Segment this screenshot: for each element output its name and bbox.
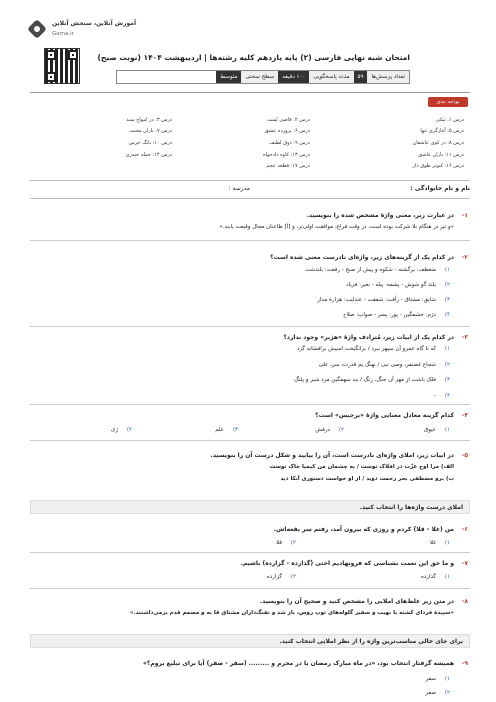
option-text[interactable]: - — [434, 393, 436, 399]
lesson-item: درس ۲: قاضی بُست — [267, 117, 310, 123]
option-text[interactable]: سفر — [425, 676, 436, 682]
option-number: ۱) — [444, 427, 450, 433]
meta-duration-value: ۱۰۰ دقیقه — [278, 71, 309, 83]
option-text[interactable]: گذارده — [420, 574, 436, 580]
question-text: در عبارت زیر، معنی واژۀ مشخص شده را بنویسید. — [306, 212, 454, 219]
option-number: ۴) — [444, 312, 450, 318]
divider — [30, 440, 470, 441]
option-number: ۲) — [444, 282, 450, 288]
question-number: ۲- — [461, 254, 468, 261]
school-label: مدرسه : — [228, 185, 250, 192]
lesson-item: درس ۱۳: کاوه دادخواه — [262, 152, 310, 158]
option-number: ۳) — [232, 427, 238, 433]
question-text: کدام گزینه معادل معنایی واژۀ «برجیس» است؟ — [315, 412, 454, 419]
question-number: ۳- — [461, 334, 468, 341]
question-text: من (غلا - قلا) کردم و روزی که بیرون آمد، رفتم سر بقعه‌اش. — [273, 526, 454, 533]
option-number: ۳) — [444, 297, 450, 303]
question-text: همیشه گرفتار انتخاب بود، «در ماه مبارک رمضان یا در محرم و ......... (سفر - صفر) آیا برای تبلیغ بروم؟» — [143, 660, 454, 667]
lesson-item: درس ۸: در کوی عاشقان — [412, 140, 464, 146]
option-text[interactable]: علم — [215, 427, 224, 433]
question-text: در ابیات زیر، املای واژه‌ای نادرست است، آن را بیابید و شکل درست آن را بنویسید. — [210, 452, 454, 459]
question-number: ۴- — [461, 412, 468, 419]
option-text[interactable]: دژم: خشمگین - پور: پسر - صواب: صلاح — [343, 312, 436, 318]
gama-logo-icon — [27, 19, 47, 39]
option-text[interactable]: غلا — [429, 540, 436, 546]
lesson-item: درس ۱۷: قطعه عجم — [266, 163, 310, 169]
option-text[interactable]: فلک باشت از مهر آن جنگ، رنگ / نبد سهمگین مرد شیر و پلنگ — [294, 377, 436, 383]
option-text[interactable]: بلند گو شوش - پشمه: پیله - نغیر: فریاد — [346, 282, 436, 288]
option-text[interactable]: شجاع غضنفر، وصی نبی / نهنگ یم قدرت، سر، علی — [318, 362, 436, 368]
section-instruction: املای درست واژه‌ها را انتخاب کنید. — [30, 500, 470, 514]
lesson-item: درس ۷: باران محبت — [129, 128, 172, 134]
meta-questions-value: ۵۹ — [354, 71, 368, 83]
divider — [30, 92, 470, 93]
question-number: ۱- — [461, 212, 468, 219]
verse-line: ب) برو مصطفی بحر رحمت دوید / از او خواست دستوری آنکا دید — [280, 476, 454, 482]
question-quote: «سپیدۀ فردای کشته با نهیب و سفیر گلوله‌های توپ روس، باز شد و تفنگ‌داران مشتاق‌ قا به و مصمم قدم برمی‌داشتند.» — [129, 610, 454, 616]
verse-line: الف) مرا اوج عزّت در افلاک توست / به چشمان من کیمیا خاک توست — [269, 464, 454, 470]
divider — [30, 198, 470, 199]
option-number: ۱) — [444, 267, 450, 273]
option-number: ۱) — [444, 346, 450, 352]
lesson-item: درس ۵: آغازگری تنها — [420, 128, 464, 134]
option-text[interactable]: درفش — [315, 427, 330, 433]
lesson-item: درس ۱۱: یاران عاشق — [418, 152, 464, 158]
section-instruction: برای جای خالی مناسب‌ترین واژه را از نظر املایی انتخاب کنید. — [30, 634, 470, 648]
option-number: ۴) — [126, 427, 132, 433]
option-text[interactable]: عیوق — [423, 427, 436, 433]
option-number: ۱) — [444, 540, 450, 546]
student-name-label: نام و نام خانوادگی : — [410, 185, 470, 192]
option-number: ۴) — [444, 393, 450, 399]
lesson-item: درس ۳: در امواج سند — [126, 117, 172, 123]
option-text[interactable]: قلا — [276, 540, 282, 546]
meta-duration-label: مدت پاسخگویی — [309, 71, 353, 83]
meta-difficulty-value: متوسط — [216, 71, 241, 83]
question-number: ۸- — [461, 598, 468, 605]
option-number: ۱) — [444, 574, 450, 580]
divider — [30, 180, 470, 181]
divider — [30, 552, 470, 553]
question-text: در کدام یک از گزینه‌های زیر، واژه‌ای نادرست معنی شده است؟ — [270, 254, 454, 261]
option-text[interactable]: که تا گاه عمرو آن سپهر نبرد / بزانگیخت اسپش برافشاند گرد — [296, 346, 436, 352]
option-text[interactable]: صفر — [425, 690, 436, 696]
meta-difficulty-label: سطح سختی — [241, 71, 278, 83]
option-number: ۲) — [290, 574, 296, 580]
question-number: ۶- — [461, 526, 468, 533]
question-number: ۷- — [461, 560, 468, 567]
question-text: و ما حق این نعمت نشناسی که فرونهادیم اختی (گذارده - گزارده) باشیم. — [240, 560, 454, 567]
option-number: ۲) — [290, 540, 296, 546]
option-text[interactable]: شایق: مشتاق - رأفت: شفقت - عندلیب: هزارۀ مدار — [317, 297, 436, 303]
meta-questions-label: تعداد پرسش‌ها — [367, 71, 409, 83]
option-text[interactable]: گزارده — [266, 574, 282, 580]
lesson-item: درس ۱۶: کبوتر طوق دار — [412, 163, 464, 169]
option-number: ۳) — [444, 377, 450, 383]
option-text[interactable]: ژی — [111, 427, 118, 433]
divider — [30, 240, 470, 241]
qr-code-icon — [44, 48, 80, 84]
lesson-item: درس ۹: ذوق لطیف — [269, 140, 310, 146]
option-text[interactable]: منعطف: برگشته - شکوه و پیش از صبح - رفعت: بلندشت — [305, 267, 436, 273]
lesson-item: درس ۱۴: حمله حیدری — [125, 152, 172, 158]
brand-name: آموزش آنلاین، سنجش آنلاین — [52, 20, 137, 27]
exam-meta-row — [116, 70, 410, 84]
question-number: ۵- — [461, 452, 468, 459]
lesson-item: درس ۱: نیکی — [435, 117, 464, 123]
brand-site: Gama.ir — [52, 31, 74, 37]
question-text: در کدام یک از ابیات زیر، مُترادف واژۀ «هژبر» وجود ندارد؟ — [283, 334, 454, 341]
divider — [30, 588, 470, 589]
question-number: ۹- — [461, 660, 468, 667]
option-number: ۱) — [444, 676, 450, 682]
exam-title: امتحان شبه نهایی فارسی (۲) پایه یازدهم کلیه رشته‌ها | اردیبهشت ۱۴۰۴ (نوبت صبح) — [97, 53, 410, 62]
divider — [30, 404, 470, 405]
lesson-item: درس ۱۰: بانگ جرس — [128, 140, 172, 146]
option-number: ۲) — [444, 690, 450, 696]
divider — [30, 326, 470, 327]
brand-header — [24, 10, 164, 44]
question-quote: «و تیز در هنگام بلا شرکت بوده است، در وقت فراغ، موافقت اولی‌تر، و [آ] طاعنان مجال وقیعت یابند.» — [219, 224, 454, 230]
question-text: در متن زیر غلط‌های املایی را مشخص کنید و صحیح آن را بنویسید. — [259, 598, 454, 605]
lesson-item: درس ۶: پرورده عشق — [264, 128, 310, 134]
option-number: ۲) — [338, 427, 344, 433]
option-number: ۲) — [444, 362, 450, 368]
budget-badge: بودجه بندی — [428, 97, 468, 107]
